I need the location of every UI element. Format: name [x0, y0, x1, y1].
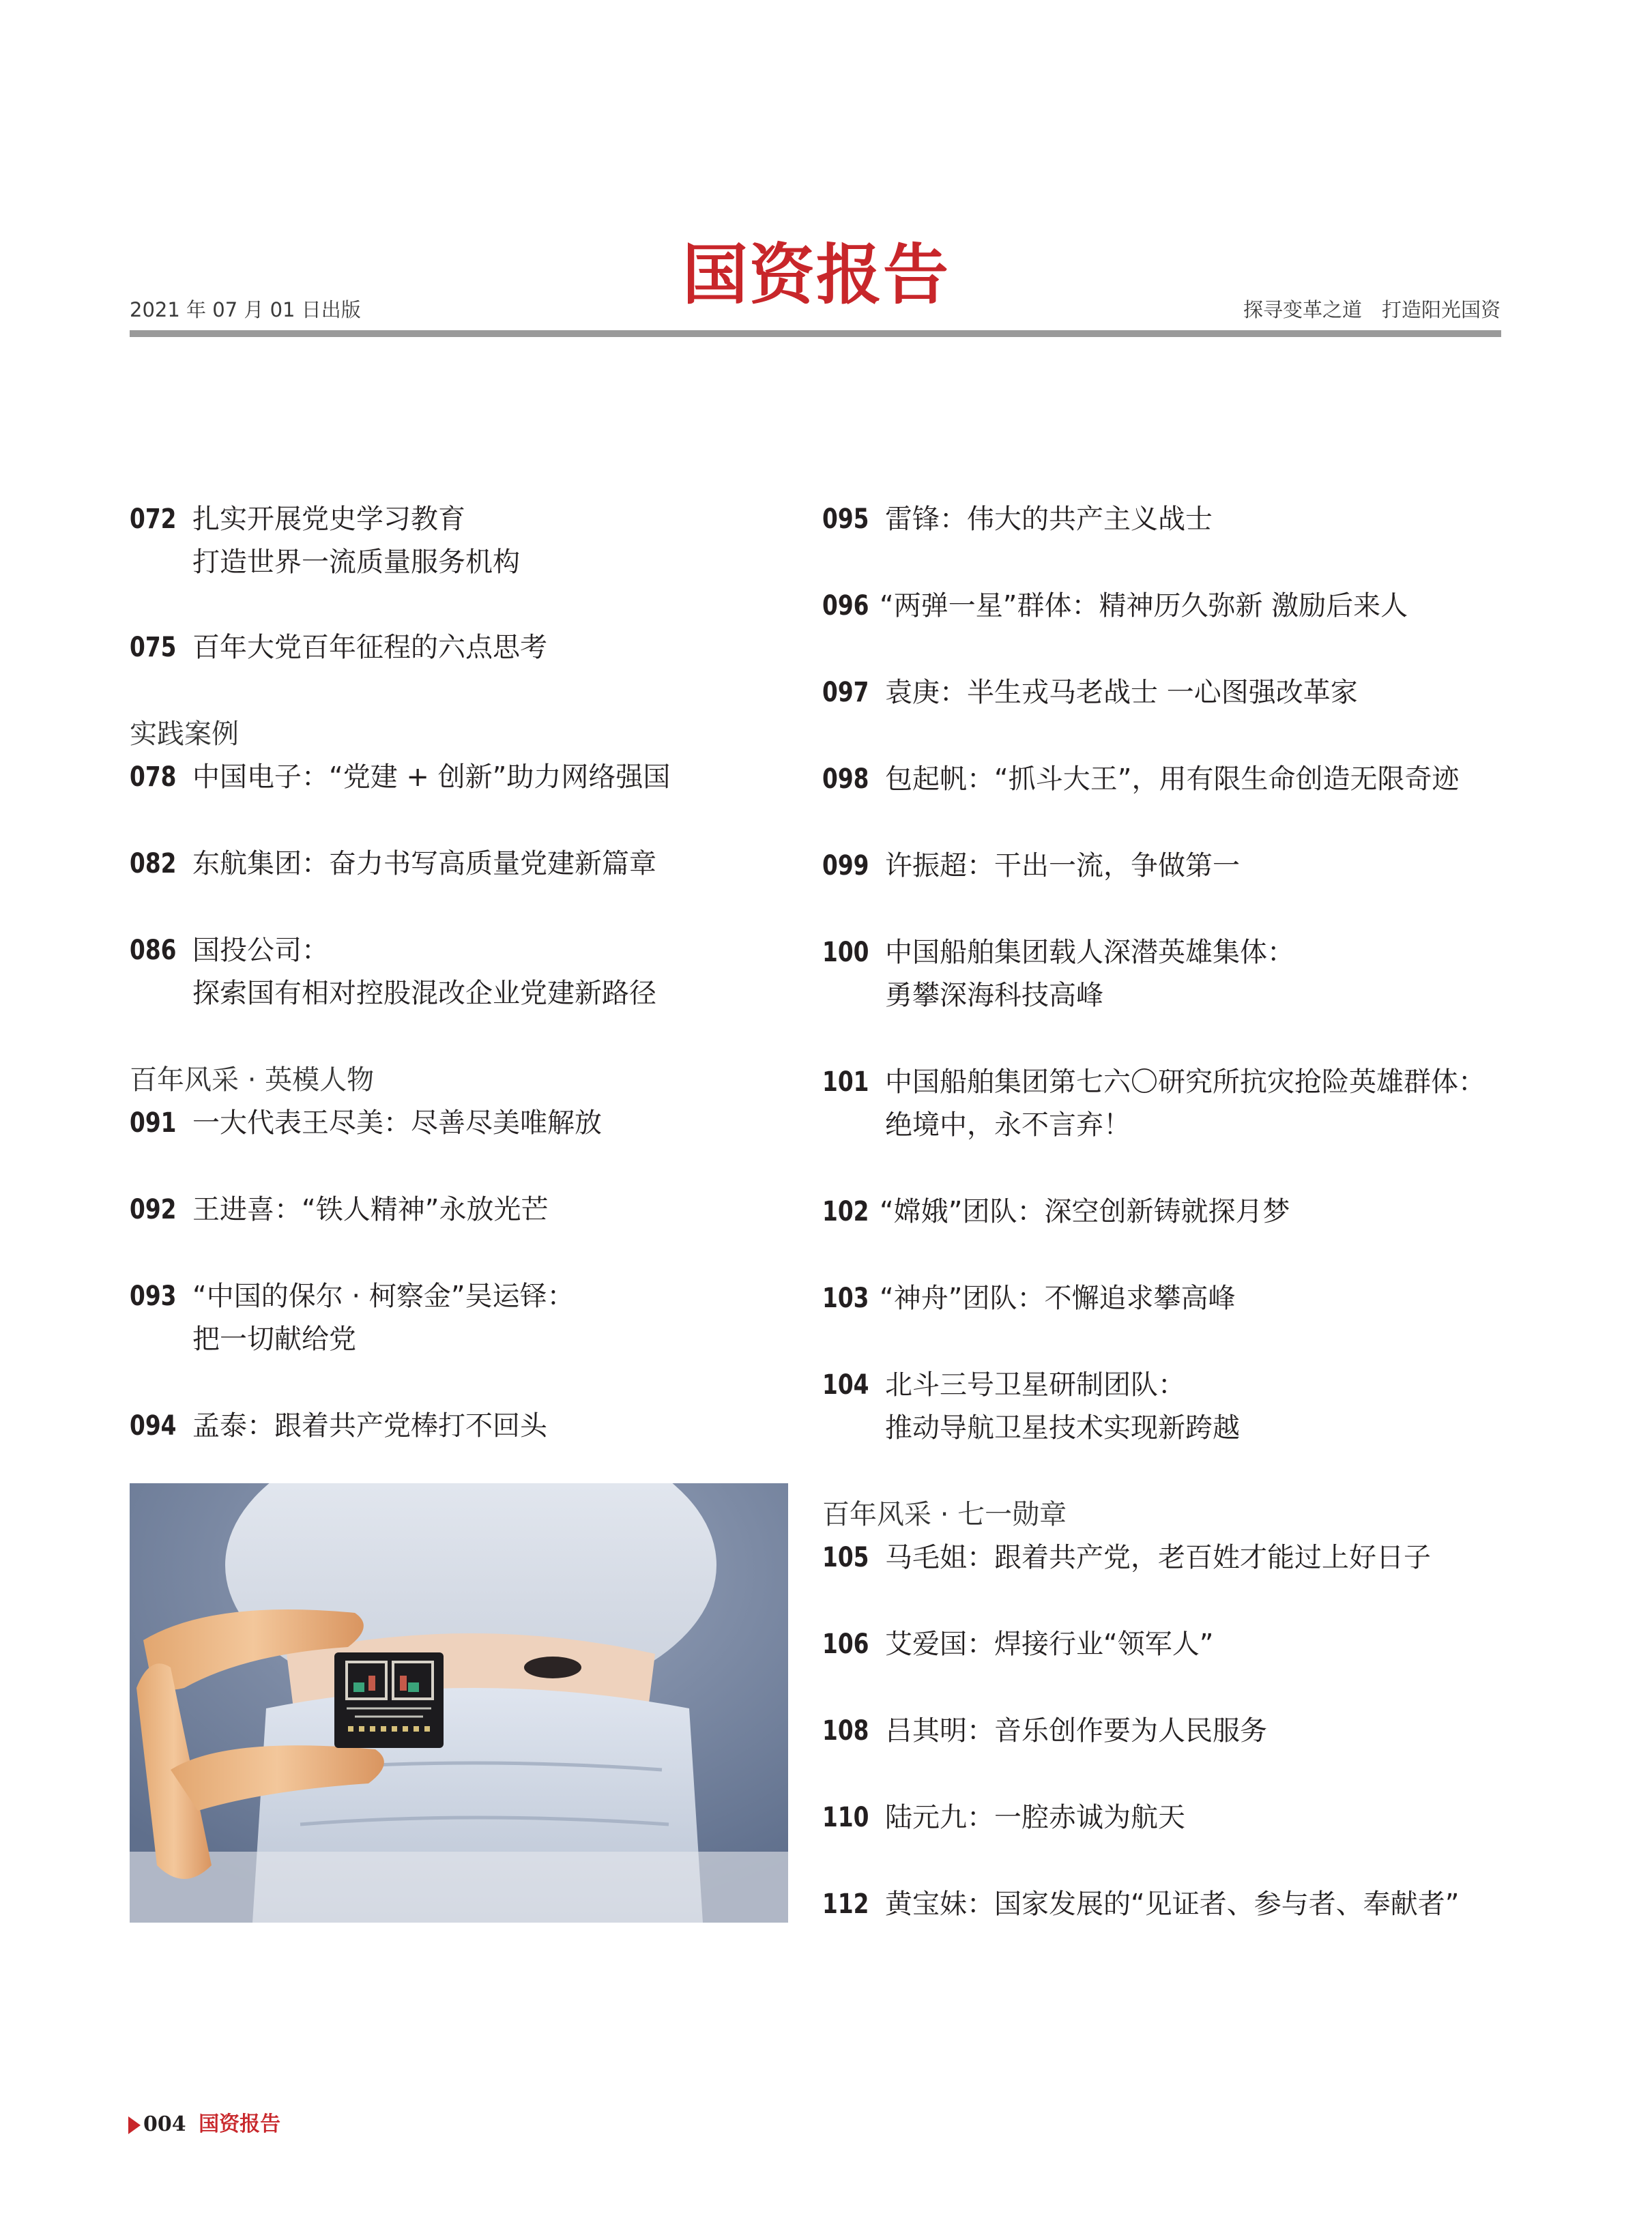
- toc-entry[interactable]: [130, 498, 520, 584]
- entry-title: 许振超：干出一流，争做第一: [885, 850, 1240, 881]
- footer-page-number: 004: [143, 2112, 186, 2136]
- header-rule: [130, 330, 1501, 337]
- entry-title: 国投公司：: [192, 935, 329, 966]
- page-number: 092: [130, 1194, 177, 1225]
- entry-title-cont: 把一切献给党: [192, 1324, 356, 1355]
- toc-entry[interactable]: [130, 1275, 575, 1361]
- page-number: 078: [130, 761, 177, 793]
- entry-title-cont: 打造世界一流质量服务机构: [192, 546, 520, 578]
- toc-entry[interactable]: [130, 1102, 602, 1145]
- photo-illustration: [130, 1483, 788, 1923]
- page-number: 082: [130, 848, 177, 879]
- entry-title: 中国船舶集团第七六〇研究所抗灾抢险英雄群体：: [885, 1066, 1486, 1098]
- toc-entry[interactable]: [822, 498, 1213, 541]
- toc-entry[interactable]: [822, 931, 1294, 1017]
- page-number: 108: [822, 1715, 869, 1747]
- entry-title: 吕其明：音乐创作要为人民服务: [885, 1715, 1267, 1747]
- masthead-title: 国资报告: [682, 236, 950, 313]
- toc-entry[interactable]: [822, 1536, 1431, 1579]
- toc-entry[interactable]: [130, 929, 656, 1015]
- toc-entry[interactable]: [822, 845, 1240, 888]
- toc-entry[interactable]: [822, 1796, 1185, 1839]
- entry-title: “嫦娥”团队：深空创新铸就探月梦: [880, 1196, 1290, 1227]
- entry-title-cont: 绝境中，永不言弃！: [885, 1109, 1131, 1141]
- toc-entry[interactable]: [822, 1623, 1213, 1666]
- entry-title: 北斗三号卫星研制团队：: [885, 1369, 1185, 1401]
- toc-entry[interactable]: [130, 1189, 548, 1231]
- footer-publication: 国资报告: [199, 2112, 281, 2136]
- entry-title-cont: 勇攀深海科技高峰: [885, 980, 1103, 1011]
- entry-title: “中国的保尔 · 柯察金”吴运铎：: [192, 1281, 575, 1312]
- issue-date: 2021 年 07 月 01 日出版: [130, 298, 361, 321]
- triangle-marker-icon: [128, 2116, 141, 2134]
- entry-title: 黄宝妹：国家发展的“见证者、参与者、奉献者”: [885, 1889, 1460, 1920]
- section-heading: 百年风采 · 七一勋章: [822, 1499, 1067, 1530]
- toc-entry[interactable]: [822, 1191, 1290, 1234]
- chip-worker-photo: [130, 1483, 788, 1923]
- entry-title-cont: 推动导航卫星技术实现新跨越: [885, 1412, 1240, 1444]
- section-heading: 实践案例: [130, 718, 239, 750]
- page-number: 098: [822, 763, 869, 795]
- page-number: 103: [822, 1283, 869, 1314]
- page-number: 104: [822, 1369, 869, 1401]
- entry-title: 包起帆：“抓斗大王”，用有限生命创造无限奇迹: [885, 763, 1460, 795]
- page-number: 095: [822, 504, 869, 535]
- entry-title-cont: 探索国有相对控股混改企业党建新路径: [192, 978, 656, 1009]
- entry-title: “两弹一星”群体：精神历久弥新 激励后来人: [880, 590, 1408, 622]
- header-slogan: 探寻变革之道 打造阳光国资: [1243, 298, 1501, 321]
- entry-title: 一大代表王尽美：尽善尽美唯解放: [192, 1107, 602, 1139]
- page-number: 105: [822, 1542, 869, 1573]
- entry-title: 陆元九：一腔赤诚为航天: [885, 1802, 1185, 1833]
- page-number: 093: [130, 1281, 177, 1312]
- page-number: 086: [130, 935, 177, 966]
- page-footer: [128, 2111, 280, 2138]
- entry-title: 孟泰：跟着共产党棒打不回头: [192, 1410, 547, 1442]
- toc-entry[interactable]: [822, 1364, 1240, 1450]
- page-number: 072: [130, 504, 177, 535]
- entry-title: 百年大党百年征程的六点思考: [192, 632, 547, 663]
- entry-title: 中国船舶集团载人深潜英雄集体：: [885, 937, 1294, 968]
- entry-title: “神舟”团队：不懈追求攀高峰: [880, 1283, 1236, 1314]
- page-number: 112: [822, 1889, 869, 1920]
- section-heading: 百年风采 · 英模人物: [130, 1064, 375, 1096]
- page-number: 097: [822, 677, 869, 708]
- entry-title: 艾爱国：焊接行业“领军人”: [885, 1629, 1214, 1660]
- entry-title: 袁庚：半生戎马老战士 一心图强改革家: [885, 677, 1358, 708]
- toc-entry[interactable]: [822, 1061, 1486, 1147]
- toc-entry[interactable]: [130, 756, 670, 799]
- entry-title: 扎实开展党史学习教育: [192, 504, 465, 535]
- page-number: 100: [822, 937, 869, 968]
- page-number: 099: [822, 850, 869, 881]
- entry-title: 马毛姐：跟着共产党，老百姓才能过上好日子: [885, 1542, 1431, 1573]
- entry-title: 中国电子：“党建 + 创新”助力网络强国: [192, 761, 671, 793]
- entry-title: 王进喜：“铁人精神”永放光芒: [192, 1194, 549, 1225]
- entry-title: 东航集团：奋力书写高质量党建新篇章: [192, 848, 656, 879]
- page-number: 091: [130, 1107, 177, 1139]
- toc-entry[interactable]: [130, 843, 656, 886]
- page-number: 101: [822, 1066, 869, 1098]
- toc-entry[interactable]: [822, 1710, 1267, 1753]
- toc-entry[interactable]: [822, 1277, 1235, 1320]
- page-number: 096: [822, 590, 869, 622]
- page-number: 102: [822, 1196, 869, 1227]
- toc-entry[interactable]: [822, 585, 1408, 628]
- toc-entry[interactable]: [822, 1883, 1459, 1926]
- entry-title: 雷锋：伟大的共产主义战士: [885, 504, 1213, 535]
- page-number: 075: [130, 632, 177, 663]
- page-number: 094: [130, 1410, 177, 1442]
- page-number: 106: [822, 1629, 869, 1660]
- toc-entry[interactable]: [822, 671, 1358, 714]
- toc-entry[interactable]: [130, 626, 547, 669]
- page-number: 110: [822, 1802, 869, 1833]
- toc-entry[interactable]: [822, 758, 1459, 801]
- toc-entry[interactable]: [130, 1405, 547, 1448]
